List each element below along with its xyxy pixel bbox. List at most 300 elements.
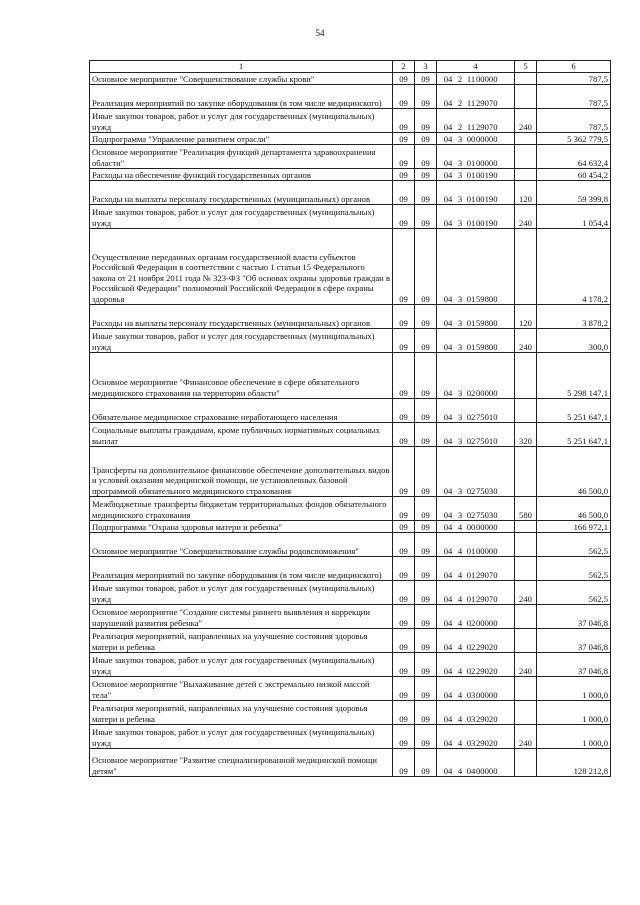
- row-subsection-code: 09: [415, 581, 437, 605]
- row-section-code: 09: [393, 497, 415, 521]
- row-section-code: 09: [393, 557, 415, 581]
- target-article-part-1: 04: [443, 411, 453, 422]
- row-target-article: [437, 533, 515, 557]
- table-row: [90, 701, 611, 725]
- target-article-part-2: 3: [457, 485, 463, 496]
- row-expense-type: 240: [515, 725, 537, 749]
- target-article-part-4: 00000: [476, 73, 498, 84]
- target-article-part-2: 3: [457, 133, 463, 144]
- row-amount: 5 251 647,1: [537, 399, 611, 423]
- row-section-code: 09: [393, 749, 415, 777]
- row-section-code: 09: [393, 423, 415, 447]
- row-amount: 37 046,8: [537, 629, 611, 653]
- row-subsection-code: 09: [415, 305, 437, 329]
- target-article-part-2: 3: [457, 193, 463, 204]
- target-article-part-4: 00190: [476, 217, 498, 228]
- target-article-part-3: 01: [466, 593, 476, 604]
- target-article-part-3: 01: [466, 157, 476, 168]
- row-expense-type: [515, 701, 537, 725]
- table-row: [90, 533, 611, 557]
- table-row: [90, 605, 611, 629]
- row-subsection-code: 09: [415, 109, 437, 133]
- target-article-part-1: 04: [443, 217, 453, 228]
- target-article-part-3: 02: [466, 509, 476, 520]
- row-target-article: [437, 169, 515, 181]
- row-target-article: [437, 653, 515, 677]
- row-name: Основное мероприятие "Выхаживание детей с экстремально низкой массой тела": [90, 677, 393, 701]
- target-article-part-3: 02: [466, 411, 476, 422]
- row-subsection-code: 09: [415, 133, 437, 145]
- row-expense-type: 240: [515, 109, 537, 133]
- row-expense-type: [515, 229, 537, 305]
- target-article-part-4: 00000: [476, 617, 498, 628]
- row-section-code: 09: [393, 581, 415, 605]
- target-article-part-2: 4: [457, 713, 463, 724]
- row-amount: 3 878,2: [537, 305, 611, 329]
- target-article-part-3: 00: [466, 133, 476, 144]
- target-article-part-1: 04: [443, 545, 453, 556]
- row-expense-type: [515, 447, 537, 497]
- table-row: [90, 353, 611, 399]
- table-row: [90, 205, 611, 229]
- target-article-part-4: 00190: [476, 169, 498, 180]
- row-section-code: 09: [393, 109, 415, 133]
- target-article-part-3: 01: [466, 545, 476, 556]
- target-article-part-3: 11: [466, 73, 476, 84]
- target-article-part-2: 3: [457, 217, 463, 228]
- target-article-part-4: 29020: [476, 713, 498, 724]
- row-subsection-code: 09: [415, 73, 437, 85]
- row-name: Иные закупки товаров, работ и услуг для государственных (муниципальных) нужд: [90, 329, 393, 353]
- row-name: Реализация мероприятий, направленных на улучшение состояния здоровья матери и ребенка: [90, 701, 393, 725]
- target-article-part-4: 75010: [476, 435, 498, 446]
- target-article-part-1: 04: [443, 387, 453, 398]
- target-article-part-2: 4: [457, 521, 463, 532]
- row-name: Иные закупки товаров, работ и услуг для государственных (муниципальных) нужд: [90, 109, 393, 133]
- target-article-part-4: 00000: [476, 133, 498, 144]
- row-expense-type: [515, 133, 537, 145]
- row-expense-type: [515, 557, 537, 581]
- row-section-code: 09: [393, 447, 415, 497]
- target-article-part-1: 04: [443, 157, 453, 168]
- table-body: [90, 73, 611, 777]
- row-name: Основное мероприятие "Реализация функций департамента здравоохранения области": [90, 145, 393, 169]
- row-name: Основное мероприятие "Финансовое обеспечение в сфере обязательного медицинского страхования на территории области": [90, 353, 393, 399]
- row-subsection-code: 09: [415, 629, 437, 653]
- table-row: [90, 169, 611, 181]
- target-article-part-2: 4: [457, 765, 463, 776]
- row-expense-type: [515, 605, 537, 629]
- row-expense-type: 240: [515, 205, 537, 229]
- page-number: 54: [315, 28, 325, 38]
- target-article-part-1: 04: [443, 593, 453, 604]
- target-article-part-1: 04: [443, 665, 453, 676]
- target-article-part-3: 11: [466, 97, 476, 108]
- target-article-part-2: 4: [457, 593, 463, 604]
- row-subsection-code: 09: [415, 653, 437, 677]
- target-article-part-3: 01: [466, 217, 476, 228]
- row-amount: 1 000,0: [537, 725, 611, 749]
- row-amount: 562,5: [537, 533, 611, 557]
- table-row: [90, 521, 611, 533]
- column-header-1: 1: [90, 61, 393, 73]
- row-target-article: [437, 399, 515, 423]
- row-name: Основное мероприятие "Развитие специализированной медицинской помощи детям": [90, 749, 393, 777]
- target-article-part-2: 4: [457, 545, 463, 556]
- target-article-part-2: 2: [457, 73, 463, 84]
- column-header-6: 6: [537, 61, 611, 73]
- target-article-part-3: 01: [466, 193, 476, 204]
- table-row: [90, 725, 611, 749]
- row-section-code: 09: [393, 677, 415, 701]
- row-section-code: 09: [393, 205, 415, 229]
- table-row: [90, 305, 611, 329]
- row-amount: 37 046,8: [537, 653, 611, 677]
- row-subsection-code: 09: [415, 85, 437, 109]
- row-target-article: [437, 329, 515, 353]
- row-expense-type: 580: [515, 497, 537, 521]
- row-subsection-code: 09: [415, 725, 437, 749]
- row-target-article: [437, 353, 515, 399]
- table-row: [90, 653, 611, 677]
- row-subsection-code: 09: [415, 557, 437, 581]
- row-name: Расходы на выплаты персоналу государственных (муниципальных) органов: [90, 181, 393, 205]
- row-amount: 5 362 779,5: [537, 133, 611, 145]
- target-article-part-1: 04: [443, 317, 453, 328]
- row-amount: 64 632,4: [537, 145, 611, 169]
- target-article-part-2: 3: [457, 169, 463, 180]
- table-row: [90, 629, 611, 653]
- target-article-part-4: 75010: [476, 411, 498, 422]
- row-subsection-code: 09: [415, 353, 437, 399]
- target-article-part-2: 3: [457, 317, 463, 328]
- target-article-part-4: 75030: [476, 485, 498, 496]
- row-name: Реализация мероприятий, направленных на улучшение состояния здоровья матери и ребенка: [90, 629, 393, 653]
- row-section-code: 09: [393, 725, 415, 749]
- row-target-article: [437, 133, 515, 145]
- target-article-part-4: 29070: [476, 593, 498, 604]
- target-article-part-1: 04: [443, 713, 453, 724]
- row-amount: 46 500,0: [537, 447, 611, 497]
- table-row: [90, 677, 611, 701]
- target-article-part-3: 02: [466, 641, 476, 652]
- target-article-part-2: 3: [457, 509, 463, 520]
- row-section-code: 09: [393, 229, 415, 305]
- target-article-part-1: 04: [443, 293, 453, 304]
- row-subsection-code: 09: [415, 749, 437, 777]
- row-amount: 1 000,0: [537, 677, 611, 701]
- row-amount: 562,5: [537, 581, 611, 605]
- target-article-part-4: 29070: [476, 569, 498, 580]
- target-article-part-1: 04: [443, 689, 453, 700]
- row-name: Реализация мероприятий по закупке оборудования (в том числе медицинского): [90, 85, 393, 109]
- target-article-part-1: 04: [443, 485, 453, 496]
- target-article-part-4: 00000: [476, 545, 498, 556]
- target-article-part-1: 04: [443, 73, 453, 84]
- target-article-part-3: 02: [466, 665, 476, 676]
- row-section-code: 09: [393, 133, 415, 145]
- target-article-part-2: 2: [457, 97, 463, 108]
- row-name: Осуществление переданных органам государственной власти субъектов Российской Федерации в соответствии с частью 1 статьи 15 Федерального закона от 21 ноября 2011 года № 323-ФЗ "Об основах охраны здоровья граждан в Российской Федерации" полномочий Российской Федерации в сфере охраны здоровья: [90, 229, 393, 305]
- row-name: Подпрограмма "Охрана здоровья матери и ребенка": [90, 521, 393, 533]
- row-subsection-code: 09: [415, 181, 437, 205]
- target-article-part-2: 4: [457, 617, 463, 628]
- row-name: Основное мероприятие "Создание системы раннего выявления и коррекции нарушений развития ребенка": [90, 605, 393, 629]
- row-amount: 787,5: [537, 85, 611, 109]
- target-article-part-3: 01: [466, 341, 476, 352]
- target-article-part-1: 04: [443, 737, 453, 748]
- row-amount: 300,0: [537, 329, 611, 353]
- row-target-article: [437, 447, 515, 497]
- row-name: Расходы на выплаты персоналу государственных (муниципальных) органов: [90, 305, 393, 329]
- target-article-part-3: 01: [466, 317, 476, 328]
- row-section-code: 09: [393, 605, 415, 629]
- row-amount: 46 500,0: [537, 497, 611, 521]
- target-article-part-3: 01: [466, 169, 476, 180]
- row-section-code: 09: [393, 305, 415, 329]
- row-expense-type: 240: [515, 329, 537, 353]
- target-article-part-3: 04: [466, 765, 476, 776]
- target-article-part-1: 04: [443, 169, 453, 180]
- row-expense-type: [515, 145, 537, 169]
- table-row: [90, 581, 611, 605]
- row-amount: 60 454,2: [537, 169, 611, 181]
- target-article-part-3: 02: [466, 617, 476, 628]
- target-article-part-4: 29020: [476, 641, 498, 652]
- row-target-article: [437, 701, 515, 725]
- row-amount: 787,5: [537, 109, 611, 133]
- row-name: Реализация мероприятий по закупке оборудования (в том числе медицинского): [90, 557, 393, 581]
- target-article-part-2: 4: [457, 569, 463, 580]
- row-expense-type: [515, 629, 537, 653]
- row-subsection-code: 09: [415, 497, 437, 521]
- target-article-part-2: 3: [457, 341, 463, 352]
- row-expense-type: [515, 521, 537, 533]
- row-subsection-code: 09: [415, 169, 437, 181]
- target-article-part-4: 59800: [476, 341, 498, 352]
- target-article-part-2: 4: [457, 641, 463, 652]
- target-article-part-3: 03: [466, 689, 476, 700]
- table-row: [90, 447, 611, 497]
- row-section-code: 09: [393, 653, 415, 677]
- target-article-part-4: 59800: [476, 317, 498, 328]
- target-article-part-4: 29020: [476, 665, 498, 676]
- table-row: [90, 85, 611, 109]
- row-expense-type: [515, 85, 537, 109]
- row-amount: 59 399,8: [537, 181, 611, 205]
- row-expense-type: [515, 353, 537, 399]
- table-row: [90, 181, 611, 205]
- row-subsection-code: 09: [415, 399, 437, 423]
- target-article-part-1: 04: [443, 193, 453, 204]
- target-article-part-2: 3: [457, 435, 463, 446]
- target-article-part-2: 4: [457, 665, 463, 676]
- row-expense-type: [515, 677, 537, 701]
- row-amount: 5 251 647,1: [537, 423, 611, 447]
- target-article-part-2: 3: [457, 157, 463, 168]
- table-row: [90, 229, 611, 305]
- row-expense-type: 240: [515, 581, 537, 605]
- target-article-part-4: 00190: [476, 193, 498, 204]
- target-article-part-4: 75030: [476, 509, 498, 520]
- row-expense-type: 320: [515, 423, 537, 447]
- target-article-part-1: 04: [443, 133, 453, 144]
- row-expense-type: [515, 533, 537, 557]
- target-article-part-4: 00000: [476, 157, 498, 168]
- row-amount: 562,5: [537, 557, 611, 581]
- target-article-part-3: 01: [466, 569, 476, 580]
- row-target-article: [437, 229, 515, 305]
- row-section-code: 09: [393, 629, 415, 653]
- row-subsection-code: 09: [415, 423, 437, 447]
- row-target-article: [437, 725, 515, 749]
- target-article-part-4: 29020: [476, 737, 498, 748]
- target-article-part-3: 02: [466, 387, 476, 398]
- table-row: [90, 329, 611, 353]
- row-name: Трансферты на дополнительное финансовое обеспечение дополнительных видов и условий оказания медицинской помощи, не установленных базовой программой обязательного медицинского страхования: [90, 447, 393, 497]
- target-article-part-1: 04: [443, 341, 453, 352]
- target-article-part-2: 3: [457, 387, 463, 398]
- row-subsection-code: 09: [415, 533, 437, 557]
- row-subsection-code: 09: [415, 605, 437, 629]
- row-amount: 4 178,2: [537, 229, 611, 305]
- column-header-3: 3: [415, 61, 437, 73]
- row-target-article: [437, 205, 515, 229]
- column-header-2: 2: [393, 61, 415, 73]
- target-article-part-3: 02: [466, 485, 476, 496]
- row-section-code: 09: [393, 701, 415, 725]
- target-article-part-3: 02: [466, 435, 476, 446]
- table-row: [90, 557, 611, 581]
- target-article-part-4: 00000: [476, 689, 498, 700]
- row-subsection-code: 09: [415, 145, 437, 169]
- row-amount: 5 298 147,1: [537, 353, 611, 399]
- row-name: Основное мероприятие "Совершенствование службы крови": [90, 73, 393, 85]
- row-name: Социальные выплаты гражданам, кроме публичных нормативных социальных выплат: [90, 423, 393, 447]
- target-article-part-1: 04: [443, 521, 453, 532]
- target-article-part-2: 2: [457, 121, 463, 132]
- row-name: Подпрограмма "Управление развитием отрасли": [90, 133, 393, 145]
- table-row: [90, 497, 611, 521]
- row-subsection-code: 09: [415, 447, 437, 497]
- row-amount: 787,5: [537, 73, 611, 85]
- target-article-part-1: 04: [443, 121, 453, 132]
- table-row: [90, 399, 611, 423]
- row-expense-type: [515, 73, 537, 85]
- row-target-article: [437, 145, 515, 169]
- row-subsection-code: 09: [415, 521, 437, 533]
- row-name: Основное мероприятие "Совершенствование службы родовспоможения": [90, 533, 393, 557]
- row-section-code: 09: [393, 533, 415, 557]
- row-target-article: [437, 677, 515, 701]
- budget-table: [89, 60, 611, 777]
- table-header-row: [90, 61, 611, 73]
- row-amount: 166 972,1: [537, 521, 611, 533]
- row-section-code: 09: [393, 521, 415, 533]
- target-article-part-1: 04: [443, 617, 453, 628]
- row-expense-type: [515, 749, 537, 777]
- row-name: Иные закупки товаров, работ и услуг для государственных (муниципальных) нужд: [90, 653, 393, 677]
- row-amount: 1 000,0: [537, 701, 611, 725]
- row-section-code: 09: [393, 85, 415, 109]
- target-article-part-2: 4: [457, 737, 463, 748]
- target-article-part-3: 01: [466, 293, 476, 304]
- row-expense-type: 240: [515, 653, 537, 677]
- target-article-part-4: 29070: [476, 97, 498, 108]
- table-row: [90, 423, 611, 447]
- target-article-part-3: 00: [466, 521, 476, 532]
- row-target-article: [437, 629, 515, 653]
- row-name: Иные закупки товаров, работ и услуг для государственных (муниципальных) нужд: [90, 205, 393, 229]
- row-section-code: 09: [393, 353, 415, 399]
- table-row: [90, 73, 611, 85]
- row-subsection-code: 09: [415, 205, 437, 229]
- target-article-part-1: 04: [443, 765, 453, 776]
- column-header-5: 5: [515, 61, 537, 73]
- row-expense-type: 120: [515, 181, 537, 205]
- target-article-part-4: 29070: [476, 121, 498, 132]
- row-subsection-code: 09: [415, 701, 437, 725]
- row-target-article: [437, 557, 515, 581]
- row-expense-type: [515, 399, 537, 423]
- target-article-part-1: 04: [443, 509, 453, 520]
- target-article-part-2: 4: [457, 689, 463, 700]
- row-target-article: [437, 423, 515, 447]
- table-row: [90, 109, 611, 133]
- row-section-code: 09: [393, 169, 415, 181]
- row-target-article: [437, 305, 515, 329]
- table-row: [90, 133, 611, 145]
- target-article-part-2: 3: [457, 411, 463, 422]
- row-section-code: 09: [393, 73, 415, 85]
- row-amount: 1 054,4: [537, 205, 611, 229]
- row-name: Расходы на обеспечение функций государственных органов: [90, 169, 393, 181]
- row-target-article: [437, 749, 515, 777]
- target-article-part-1: 04: [443, 641, 453, 652]
- row-amount: 128 212,8: [537, 749, 611, 777]
- target-article-part-4: 00000: [476, 765, 498, 776]
- target-article-part-4: 00000: [476, 521, 498, 532]
- row-expense-type: [515, 169, 537, 181]
- row-name: Иные закупки товаров, работ и услуг для государственных (муниципальных) нужд: [90, 581, 393, 605]
- column-header-4: 4: [437, 61, 515, 73]
- row-target-article: [437, 109, 515, 133]
- row-expense-type: 120: [515, 305, 537, 329]
- row-section-code: 09: [393, 399, 415, 423]
- row-target-article: [437, 181, 515, 205]
- row-target-article: [437, 581, 515, 605]
- target-article-part-4: 00000: [476, 387, 498, 398]
- row-target-article: [437, 85, 515, 109]
- row-subsection-code: 09: [415, 677, 437, 701]
- row-target-article: [437, 73, 515, 85]
- row-name: Иные закупки товаров, работ и услуг для государственных (муниципальных) нужд: [90, 725, 393, 749]
- target-article-part-3: 03: [466, 713, 476, 724]
- row-section-code: 09: [393, 145, 415, 169]
- row-target-article: [437, 521, 515, 533]
- row-name: Обязательное медицинское страхование неработающего населения: [90, 399, 393, 423]
- row-section-code: 09: [393, 181, 415, 205]
- row-subsection-code: 09: [415, 329, 437, 353]
- target-article-part-1: 04: [443, 97, 453, 108]
- target-article-part-2: 3: [457, 293, 463, 304]
- target-article-part-4: 59800: [476, 293, 498, 304]
- target-article-part-3: 11: [466, 121, 476, 132]
- row-amount: 37 046,8: [537, 605, 611, 629]
- row-section-code: 09: [393, 329, 415, 353]
- target-article-part-1: 04: [443, 435, 453, 446]
- target-article-part-1: 04: [443, 569, 453, 580]
